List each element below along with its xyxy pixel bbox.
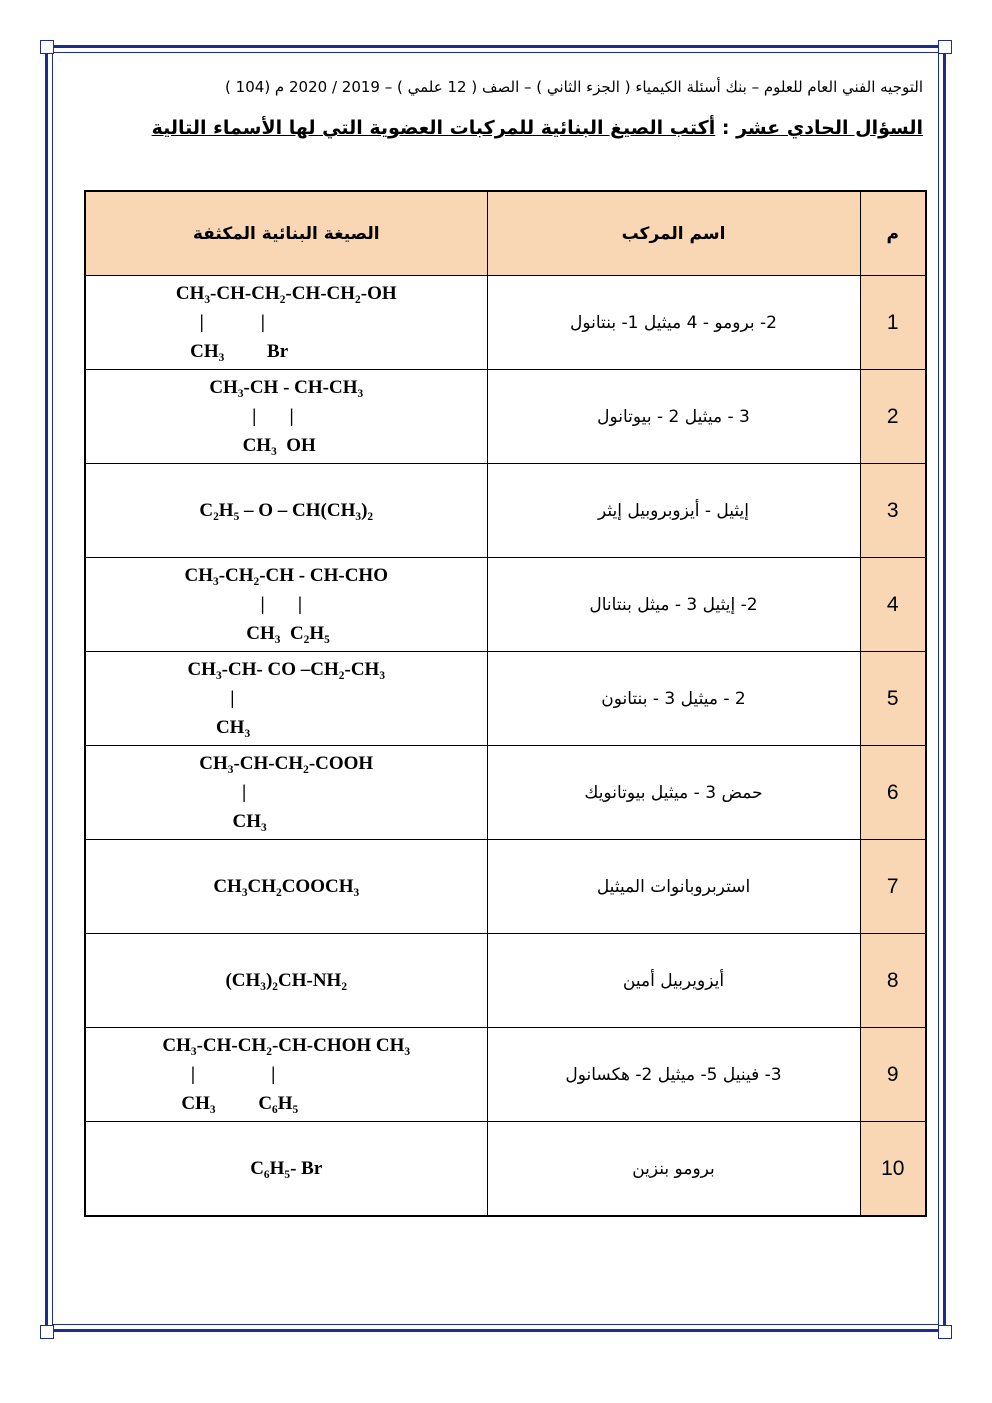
compound-name: برومو بنزين [487, 1122, 860, 1217]
table-row [85, 464, 926, 558]
formula-block [187, 655, 385, 742]
page-header: التوجيه الفني العام للعلوم – بنك أسئلة الكيمياء ( الجزء الثاني ) – الصف ( 12 علمي ) – 2019 / 2020 م (104 ) [225, 78, 923, 96]
table-row [85, 558, 926, 652]
compounds-table [84, 190, 927, 1217]
formula-line: CH₃-CH - CH-CH₃ [209, 377, 364, 398]
formula-block [185, 561, 388, 648]
structural-formula [85, 464, 487, 558]
row-number: 1 [860, 276, 926, 370]
row-number: 3 [860, 464, 926, 558]
formula-line: C₂H₅ – O – CH(CH₃)₂ [199, 500, 374, 521]
formula-line: CH₃-CH-CH₂-CH-CH₂-OH [175, 283, 397, 304]
formula-block [213, 872, 359, 901]
compound-name: أيزويربيل أمين [487, 934, 860, 1028]
compound-name: استربروبانوات الميثيل [487, 840, 860, 934]
compound-name: 3 - ميثيل 2 - بيوتانول [487, 370, 860, 464]
header-num: م [860, 191, 926, 276]
table-row [85, 1028, 926, 1122]
structural-formula [85, 746, 487, 840]
formula-line: | | [175, 312, 265, 333]
question-text: أكتب الصيغ البنائية للمركبات العضوية التي لها الأسماء التالية [151, 117, 716, 139]
formula-line: CH₃-CH-CH₂-COOH [199, 753, 374, 774]
compound-name: 2- إيثيل 3 - ميثل بنتانال [487, 558, 860, 652]
structural-formula [85, 276, 487, 370]
structural-formula [85, 1028, 487, 1122]
formula-line: | [199, 782, 247, 803]
structural-formula [85, 370, 487, 464]
formula-block [209, 373, 363, 460]
formula-line: CH₃ C₆H₅ [162, 1093, 299, 1114]
formula-line: | | [184, 594, 303, 615]
question-separator: : [721, 117, 730, 139]
row-number: 7 [860, 840, 926, 934]
formula-block [162, 1031, 410, 1118]
table-row [85, 652, 926, 746]
table-row [85, 934, 926, 1028]
compound-name: 2- برومو - 4 ميثيل 1- بنتانول [487, 276, 860, 370]
table-body [85, 276, 926, 1217]
header-compound-name: اسم المركب [487, 191, 860, 276]
structural-formula [85, 558, 487, 652]
border-corner-top-left [40, 40, 54, 54]
formula-line: | [187, 688, 235, 709]
table-row [85, 276, 926, 370]
formula-line: CH₃ OH [209, 435, 316, 456]
formula-line: | | [162, 1064, 276, 1085]
table-row [85, 840, 926, 934]
structural-formula [85, 1122, 487, 1217]
question-label: السؤال الحادي عشر [736, 117, 923, 139]
row-number: 8 [860, 934, 926, 1028]
formula-block [250, 1154, 322, 1183]
structural-formula [85, 934, 487, 1028]
header-structural-formula: الصيغة البنائية المكثفة [85, 191, 487, 276]
compound-name: إيثيل - أيزوبروبيل إيثر [487, 464, 860, 558]
row-number: 5 [860, 652, 926, 746]
structural-formula [85, 840, 487, 934]
row-number: 10 [860, 1122, 926, 1217]
formula-line: CH₃ [187, 717, 251, 738]
table-row [85, 370, 926, 464]
formula-line: CH₃-CH-CH₂-CH-CHOH CH₃ [162, 1035, 411, 1056]
formula-line: CH₃-CH- CO –CH₂-CH₃ [187, 659, 386, 680]
row-number: 4 [860, 558, 926, 652]
compound-name: حمض 3 - ميثيل بيوتانويك [487, 746, 860, 840]
border-corner-bottom-left [40, 1325, 54, 1339]
formula-block [225, 966, 347, 995]
formula-block [199, 749, 373, 836]
formula-line: CH₃ [199, 811, 267, 832]
structural-formula [85, 652, 487, 746]
compound-name: 3- فينيل 5- ميثيل 2- هكسانول [487, 1028, 860, 1122]
formula-line: (CH₃)₂CH-NH₂ [225, 970, 348, 991]
formula-line: CH₃CH₂COOCH₃ [213, 876, 360, 897]
table-row [85, 746, 926, 840]
formula-line: CH₃ Br [175, 341, 289, 362]
formula-line: | | [209, 406, 294, 427]
question-title [151, 117, 923, 139]
formula-line: CH₃-CH₂-CH - CH-CHO [184, 565, 388, 586]
formula-block [176, 279, 397, 366]
compound-name: 2 - ميثيل 3 - بنتانون [487, 652, 860, 746]
formula-block [199, 496, 373, 525]
row-number: 6 [860, 746, 926, 840]
border-corner-bottom-right [938, 1325, 952, 1339]
table-row [85, 1122, 926, 1217]
formula-line: CH₃ C₂H₅ [184, 623, 330, 644]
row-number: 2 [860, 370, 926, 464]
formula-line: C₆H₅- Br [250, 1158, 323, 1179]
table-header-row [85, 191, 926, 276]
border-corner-top-right [938, 40, 952, 54]
row-number: 9 [860, 1028, 926, 1122]
